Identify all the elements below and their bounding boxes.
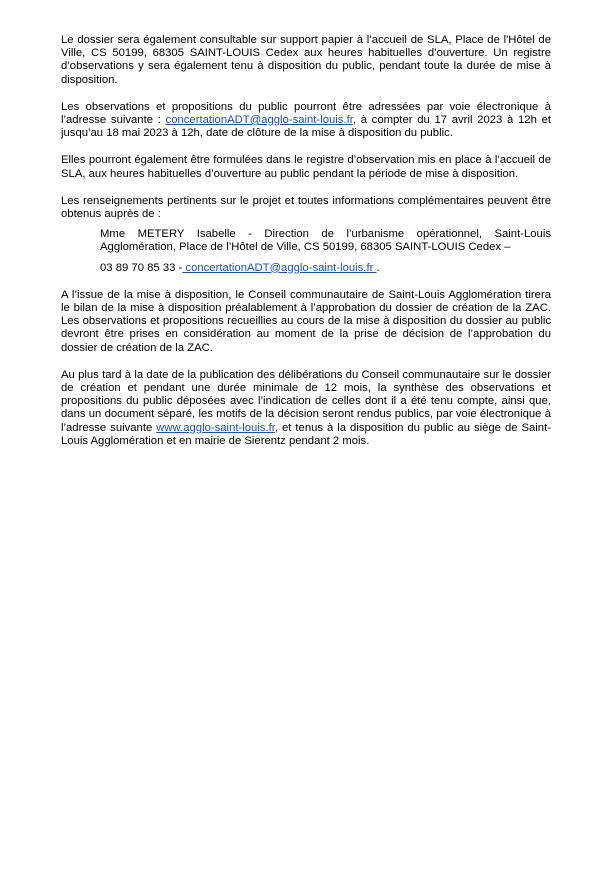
paragraph-synthese (61, 369, 551, 448)
paragraph-consultation-papier: Le dossier sera également consultable sur support papier à l’accueil de SLA, Place de l'Hôtel de Ville, CS 50199, 68305 SAINT-LOUIS Cedex aux heures habituelles d’ouverture. Un registre d’observations y sera également tenu à disposition du public, pendant toute la durée de mise à disposition. (61, 34, 551, 86)
contact-end: . (376, 261, 380, 274)
paragraph-text: , à compter du 17 avril 2023 à 12h et jusqu’au 18 mai 2023 à 12h, date de clôture de la mise à disposition du public. (61, 114, 551, 140)
paragraph-registre: Elles pourront également être formulées dans le registre d’observation mis en place à l’accueil de SLA, aux heures habituelles d’ouverture au public pendant la période de mise à disposition. (61, 154, 551, 180)
paragraph-text: Les observations et propositions du public pourront être adressées par voie électronique à l’adresse suivante : (61, 100, 551, 127)
contact-address: Mme METERY Isabelle - Direction de l’urbanisme opérationnel, Saint-Louis Agglomération, Place de l’Hôtel de Ville, CS 50199, 68305 SAINT-LOUIS Cedex – (100, 228, 551, 254)
contact-phone: 03 89 70 85 33 - (100, 261, 183, 274)
contact-phone-email (100, 262, 551, 275)
website-link[interactable]: www.agglo-saint-louis.fr (156, 421, 275, 434)
paragraph-bilan: A l’issue de la mise à disposition, le Conseil communautaire de Saint-Louis Agglomération tirera le bilan de la mise à disposition préalablement à l’approbation du dossier de création de la ZAC. Les observations et propositions recueillies au cours de la mise à disposition du dossier au public devront être prises en considération au moment de la prise de décision de l’approbation du dossier de création de la ZAC. (61, 288, 551, 354)
contact-email-link[interactable]: concertationADT@agglo-saint-louis.fr (182, 261, 377, 274)
document-page (61, 34, 551, 462)
paragraph-text: Au plus tard à la date de la publication des délibérations du Conseil communautaire sur le dossier de création et pendant une durée minimale de 12 mois, la synthèse des observations et propositions du public déposées avec l’indication de celles dont il a été tenu compte, ainsi que, dans un document séparé, les motifs de la décision seront rendus publics, par voie électronique à l’adresse suivante (61, 368, 551, 434)
email-link[interactable]: concertationADT@agglo-saint-louis.fr (165, 114, 353, 127)
paragraph-observations-electronique (61, 101, 551, 141)
paragraph-renseignements: Les renseignements pertinents sur le projet et toutes informations complémentaires peuvent être obtenus auprès de : (61, 194, 551, 221)
paragraph-text: , et tenus à la disposition du public au siège de Saint-Louis Agglomération et en mairie de Sierentz pendant 2 mois. (61, 421, 551, 447)
